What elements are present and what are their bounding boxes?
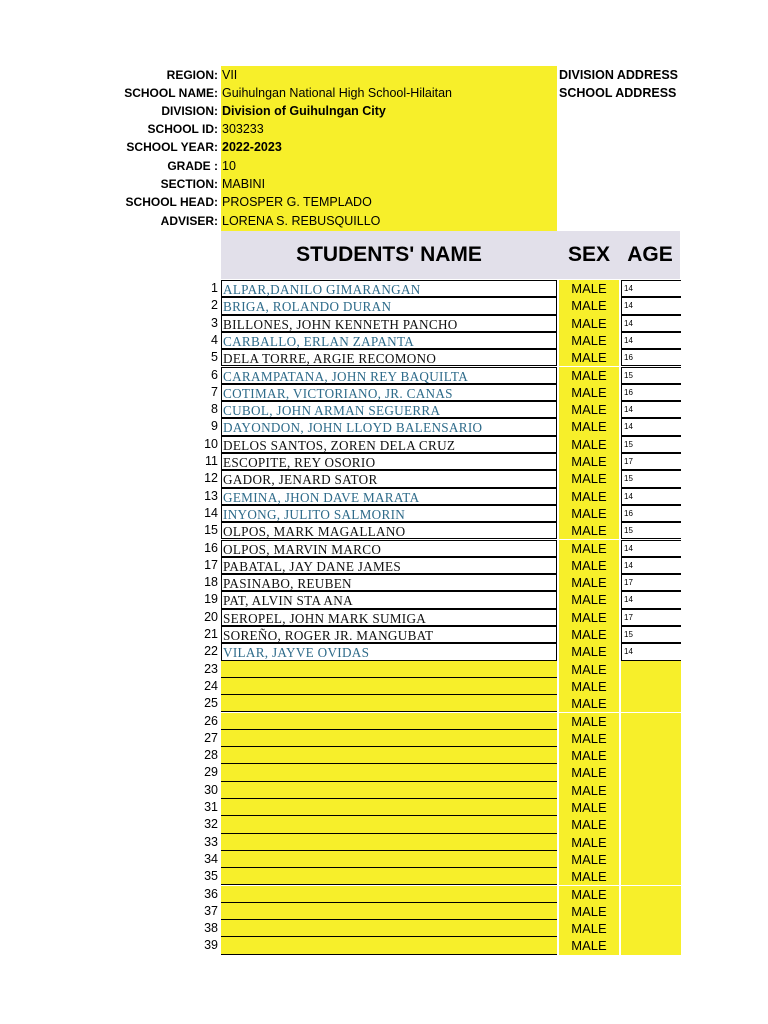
sex-cell[interactable]: MALE bbox=[559, 557, 619, 574]
age-cell[interactable]: 17 bbox=[621, 609, 681, 626]
row-number: 26 bbox=[204, 713, 218, 728]
student-name-cell[interactable] bbox=[221, 834, 557, 851]
sex-cell[interactable]: MALE bbox=[559, 903, 619, 920]
row-number: 14 bbox=[204, 505, 218, 520]
sex-cell[interactable]: MALE bbox=[559, 886, 619, 903]
student-name-cell[interactable]: SOREÑO, ROGER JR. MANGUBAT bbox=[221, 626, 557, 643]
school-head-row bbox=[0, 193, 768, 211]
row-number: 23 bbox=[204, 661, 218, 676]
sex-cell[interactable]: MALE bbox=[559, 453, 619, 470]
adviser-label: ADVISER: bbox=[160, 214, 218, 228]
sex-cell[interactable]: MALE bbox=[559, 418, 619, 435]
row-number: 32 bbox=[204, 817, 218, 832]
student-name-cell[interactable] bbox=[221, 764, 557, 781]
student-name-cell[interactable]: DAYONDON, JOHN LLOYD BALENSARIO bbox=[221, 418, 557, 435]
sex-cell[interactable]: MALE bbox=[559, 747, 619, 764]
table-row bbox=[0, 643, 768, 660]
row-number: 29 bbox=[204, 765, 218, 780]
table-row bbox=[0, 297, 768, 314]
student-name-cell[interactable]: PASINABO, REUBEN bbox=[221, 574, 557, 591]
student-name-cell[interactable]: VILAR, JAYVE OVIDAS bbox=[221, 643, 557, 660]
age-cell[interactable]: 17 bbox=[621, 453, 681, 470]
sex-cell[interactable]: MALE bbox=[559, 349, 619, 366]
age-cell[interactable] bbox=[621, 868, 681, 885]
age-cell[interactable]: 14 bbox=[621, 540, 681, 557]
student-name-cell[interactable]: CUBOL, JOHN ARMAN SEGUERRA bbox=[221, 401, 557, 418]
table-row bbox=[0, 557, 768, 574]
school-year-row bbox=[0, 138, 768, 156]
table-row bbox=[0, 522, 768, 539]
sex-cell[interactable]: MALE bbox=[559, 297, 619, 314]
student-name-cell[interactable] bbox=[221, 920, 557, 937]
row-number: 8 bbox=[211, 402, 218, 417]
age-cell[interactable]: 15 bbox=[621, 522, 681, 539]
sex-cell[interactable]: MALE bbox=[559, 315, 619, 332]
student-name-cell[interactable] bbox=[221, 816, 557, 833]
sex-cell[interactable]: MALE bbox=[559, 937, 619, 954]
row-number: 20 bbox=[204, 609, 218, 624]
sex-cell[interactable]: MALE bbox=[559, 678, 619, 695]
table-row bbox=[0, 609, 768, 626]
division-value[interactable]: Division of Guihulngan City bbox=[221, 102, 557, 120]
student-name-cell[interactable] bbox=[221, 782, 557, 799]
row-number: 16 bbox=[204, 540, 218, 555]
table-row bbox=[0, 713, 768, 730]
age-cell[interactable]: 15 bbox=[621, 436, 681, 453]
student-name-cell[interactable] bbox=[221, 937, 557, 954]
student-name-cell[interactable]: CARBALLO, ERLAN ZAPANTA bbox=[221, 332, 557, 349]
age-cell[interactable] bbox=[621, 886, 681, 903]
age-cell[interactable]: 14 bbox=[621, 332, 681, 349]
student-name-cell[interactable]: DELA TORRE, ARGIE RECOMONO bbox=[221, 349, 557, 366]
table-row bbox=[0, 937, 768, 954]
table-row bbox=[0, 574, 768, 591]
age-cell[interactable] bbox=[621, 730, 681, 747]
student-name-cell[interactable]: DELOS SANTOS, ZOREN DELA CRUZ bbox=[221, 436, 557, 453]
row-number: 9 bbox=[211, 419, 218, 434]
table-row bbox=[0, 903, 768, 920]
student-name-cell[interactable]: INYONG, JULITO SALMORIN bbox=[221, 505, 557, 522]
row-number: 39 bbox=[204, 938, 218, 953]
school-year-value[interactable]: 2022-2023 bbox=[221, 138, 557, 156]
age-cell[interactable]: 14 bbox=[621, 297, 681, 314]
sex-cell[interactable]: MALE bbox=[559, 764, 619, 781]
adviser-value[interactable]: LORENA S. REBUSQUILLO bbox=[221, 212, 557, 230]
age-cell[interactable] bbox=[621, 678, 681, 695]
sex-cell[interactable]: MALE bbox=[559, 540, 619, 557]
sex-cell[interactable]: MALE bbox=[559, 505, 619, 522]
row-number: 31 bbox=[204, 800, 218, 814]
table-row bbox=[0, 470, 768, 487]
row-number: 38 bbox=[204, 921, 218, 936]
row-number: 4 bbox=[211, 332, 218, 347]
table-row bbox=[0, 678, 768, 695]
age-cell[interactable] bbox=[621, 764, 681, 781]
age-cell[interactable] bbox=[621, 903, 681, 920]
age-cell[interactable] bbox=[621, 816, 681, 833]
row-number: 35 bbox=[204, 869, 218, 884]
table-row bbox=[0, 799, 768, 816]
sex-cell[interactable]: MALE bbox=[559, 367, 619, 384]
table-row bbox=[0, 418, 768, 435]
school-name-value[interactable]: Guihulngan National High School-Hilaitan bbox=[221, 84, 557, 102]
row-number: 22 bbox=[204, 644, 218, 659]
table-row bbox=[0, 367, 768, 384]
table-row bbox=[0, 505, 768, 522]
region-value[interactable]: VII bbox=[221, 66, 557, 84]
student-name-cell[interactable] bbox=[221, 851, 557, 868]
table-row bbox=[0, 332, 768, 349]
age-cell[interactable]: 17 bbox=[621, 574, 681, 591]
division-row bbox=[0, 102, 768, 120]
table-row bbox=[0, 695, 768, 712]
age-cell[interactable] bbox=[621, 695, 681, 712]
school-name-label: SCHOOL NAME: bbox=[124, 86, 218, 100]
student-name-cell[interactable] bbox=[221, 886, 557, 903]
table-row bbox=[0, 851, 768, 868]
sex-cell[interactable]: MALE bbox=[559, 643, 619, 660]
table-row bbox=[0, 626, 768, 643]
age-cell[interactable] bbox=[621, 713, 681, 730]
table-row bbox=[0, 436, 768, 453]
age-cell[interactable] bbox=[621, 834, 681, 851]
division-address-label: DIVISION ADDRESS bbox=[559, 68, 679, 82]
student-name-cell[interactable] bbox=[221, 868, 557, 885]
school-id-label: SCHOOL ID: bbox=[147, 122, 218, 136]
row-number: 27 bbox=[204, 730, 218, 745]
section-label: SECTION: bbox=[160, 177, 218, 191]
row-number: 17 bbox=[204, 557, 218, 572]
row-number: 3 bbox=[211, 315, 218, 330]
section-value[interactable]: MABINI bbox=[221, 175, 557, 193]
student-name-cell[interactable] bbox=[221, 730, 557, 747]
student-name-cell[interactable]: COTIMAR, VICTORIANO, JR. CANAS bbox=[221, 384, 557, 401]
student-name-cell[interactable]: BILLONES, JOHN KENNETH PANCHO bbox=[221, 315, 557, 332]
table-row bbox=[0, 453, 768, 470]
student-name-cell[interactable] bbox=[221, 747, 557, 764]
table-row bbox=[0, 868, 768, 885]
age-cell[interactable]: 14 bbox=[621, 643, 681, 660]
row-number: 36 bbox=[204, 886, 218, 901]
column-header-sex: SEX bbox=[567, 243, 611, 266]
table-row bbox=[0, 764, 768, 781]
sex-cell[interactable]: MALE bbox=[559, 609, 619, 626]
table-row bbox=[0, 540, 768, 557]
sex-cell[interactable]: MALE bbox=[559, 522, 619, 539]
student-name-cell[interactable]: OLPOS, MARVIN MARCO bbox=[221, 540, 557, 557]
table-row bbox=[0, 384, 768, 401]
row-number: 25 bbox=[204, 696, 218, 711]
age-cell[interactable]: 14 bbox=[621, 591, 681, 608]
column-header-name: STUDENTS' NAME bbox=[296, 243, 482, 266]
student-name-cell[interactable] bbox=[221, 903, 557, 920]
school-address-label: SCHOOL ADDRESS bbox=[559, 86, 677, 100]
student-name-cell[interactable]: ESCOPITE, REY OSORIO bbox=[221, 453, 557, 470]
age-cell[interactable] bbox=[621, 747, 681, 764]
sex-cell[interactable]: MALE bbox=[559, 782, 619, 799]
table-row bbox=[0, 591, 768, 608]
table-row bbox=[0, 834, 768, 851]
row-number: 13 bbox=[204, 488, 218, 503]
sex-cell[interactable]: MALE bbox=[559, 868, 619, 885]
age-cell[interactable] bbox=[621, 937, 681, 954]
grade-value[interactable]: 10 bbox=[221, 157, 557, 175]
sex-cell[interactable]: MALE bbox=[559, 799, 619, 816]
student-name-cell[interactable]: PABATAL, JAY DANE JAMES bbox=[221, 557, 557, 574]
table-row bbox=[0, 661, 768, 678]
sex-cell[interactable]: MALE bbox=[559, 401, 619, 418]
row-number: 37 bbox=[204, 903, 218, 918]
sex-cell[interactable]: MALE bbox=[559, 730, 619, 747]
sex-cell[interactable]: MALE bbox=[559, 470, 619, 487]
table-row bbox=[0, 747, 768, 764]
student-name-cell[interactable] bbox=[221, 695, 557, 712]
age-cell[interactable] bbox=[621, 661, 681, 678]
grade-label: GRADE : bbox=[167, 159, 218, 173]
school-name-row bbox=[0, 84, 768, 102]
row-number: 2 bbox=[211, 298, 218, 313]
table-row bbox=[0, 730, 768, 747]
age-cell[interactable]: 14 bbox=[621, 418, 681, 435]
sex-cell[interactable]: MALE bbox=[559, 574, 619, 591]
table-header bbox=[221, 231, 680, 279]
row-number: 15 bbox=[204, 523, 218, 538]
sex-cell[interactable]: MALE bbox=[559, 280, 619, 297]
student-name-cell[interactable]: OLPOS, MARK MAGALLANO bbox=[221, 522, 557, 539]
table-row bbox=[0, 886, 768, 903]
division-label: DIVISION: bbox=[161, 104, 218, 118]
age-cell[interactable]: 15 bbox=[621, 367, 681, 384]
row-number: 18 bbox=[204, 575, 218, 590]
age-cell[interactable]: 16 bbox=[621, 349, 681, 366]
row-number: 34 bbox=[204, 851, 218, 866]
table-row bbox=[0, 488, 768, 505]
school-year-label: SCHOOL YEAR: bbox=[126, 140, 218, 154]
age-cell[interactable]: 15 bbox=[621, 626, 681, 643]
sex-cell[interactable]: MALE bbox=[559, 436, 619, 453]
table-row bbox=[0, 280, 768, 297]
row-number: 5 bbox=[211, 350, 218, 365]
row-number: 24 bbox=[204, 678, 218, 693]
column-header-age: AGE bbox=[627, 243, 673, 266]
table-row bbox=[0, 920, 768, 937]
table-row bbox=[0, 315, 768, 332]
student-name-cell[interactable] bbox=[221, 799, 557, 816]
school-id-row bbox=[0, 120, 768, 138]
region-row bbox=[0, 66, 768, 84]
row-number: 10 bbox=[204, 436, 218, 451]
sex-cell[interactable]: MALE bbox=[559, 661, 619, 678]
region-label: REGION: bbox=[166, 68, 218, 82]
table-row bbox=[0, 816, 768, 833]
student-name-cell[interactable] bbox=[221, 713, 557, 730]
age-cell[interactable]: 14 bbox=[621, 488, 681, 505]
row-number: 1 bbox=[211, 281, 218, 295]
student-name-cell[interactable]: BRIGA, ROLANDO DURAN bbox=[221, 297, 557, 314]
row-number: 28 bbox=[204, 748, 218, 763]
row-number: 30 bbox=[204, 782, 218, 797]
row-number: 7 bbox=[211, 384, 218, 399]
row-number: 12 bbox=[204, 471, 218, 486]
school-id-value[interactable]: 303233 bbox=[221, 120, 557, 138]
sex-cell[interactable]: MALE bbox=[559, 384, 619, 401]
age-cell[interactable] bbox=[621, 851, 681, 868]
sex-cell[interactable]: MALE bbox=[559, 591, 619, 608]
sex-cell[interactable]: MALE bbox=[559, 816, 619, 833]
sex-cell[interactable]: MALE bbox=[559, 332, 619, 349]
age-cell[interactable] bbox=[621, 782, 681, 799]
student-name-cell[interactable] bbox=[221, 678, 557, 695]
age-cell[interactable]: 14 bbox=[621, 280, 681, 297]
student-name-cell[interactable] bbox=[221, 661, 557, 678]
student-name-cell[interactable]: SEROPEL, JOHN MARK SUMIGA bbox=[221, 609, 557, 626]
age-cell[interactable]: 14 bbox=[621, 315, 681, 332]
sex-cell[interactable]: MALE bbox=[559, 920, 619, 937]
row-number: 6 bbox=[211, 367, 218, 382]
row-number: 33 bbox=[204, 834, 218, 849]
age-cell[interactable]: 16 bbox=[621, 505, 681, 522]
adviser-row bbox=[0, 212, 768, 230]
age-cell[interactable]: 15 bbox=[621, 470, 681, 487]
section-row bbox=[0, 175, 768, 193]
sex-cell[interactable]: MALE bbox=[559, 626, 619, 643]
sex-cell[interactable]: MALE bbox=[559, 488, 619, 505]
row-number: 21 bbox=[204, 627, 218, 641]
row-number: 19 bbox=[204, 592, 218, 607]
table-row bbox=[0, 401, 768, 418]
grade-row bbox=[0, 157, 768, 175]
school-head-value[interactable]: PROSPER G. TEMPLADO bbox=[221, 193, 557, 211]
age-cell[interactable]: 16 bbox=[621, 384, 681, 401]
student-name-cell[interactable]: CARAMPATANA, JOHN REY BAQUILTA bbox=[221, 367, 557, 384]
sex-cell[interactable]: MALE bbox=[559, 834, 619, 851]
table-row bbox=[0, 782, 768, 799]
student-name-cell[interactable]: GADOR, JENARD SATOR bbox=[221, 470, 557, 487]
age-cell[interactable] bbox=[621, 920, 681, 937]
sex-cell[interactable]: MALE bbox=[559, 713, 619, 730]
age-cell[interactable]: 14 bbox=[621, 401, 681, 418]
row-number: 11 bbox=[205, 454, 218, 468]
student-name-cell[interactable]: PAT, ALVIN STA ANA bbox=[221, 591, 557, 608]
school-head-label: SCHOOL HEAD: bbox=[125, 195, 218, 209]
student-name-cell[interactable]: GEMINA, JHON DAVE MARATA bbox=[221, 488, 557, 505]
sex-cell[interactable]: MALE bbox=[559, 851, 619, 868]
table-row bbox=[0, 349, 768, 366]
age-cell[interactable]: 14 bbox=[621, 557, 681, 574]
sex-cell[interactable]: MALE bbox=[559, 695, 619, 712]
age-cell[interactable] bbox=[621, 799, 681, 816]
student-name-cell[interactable]: ALPAR,DANILO GIMARANGAN bbox=[221, 280, 557, 297]
